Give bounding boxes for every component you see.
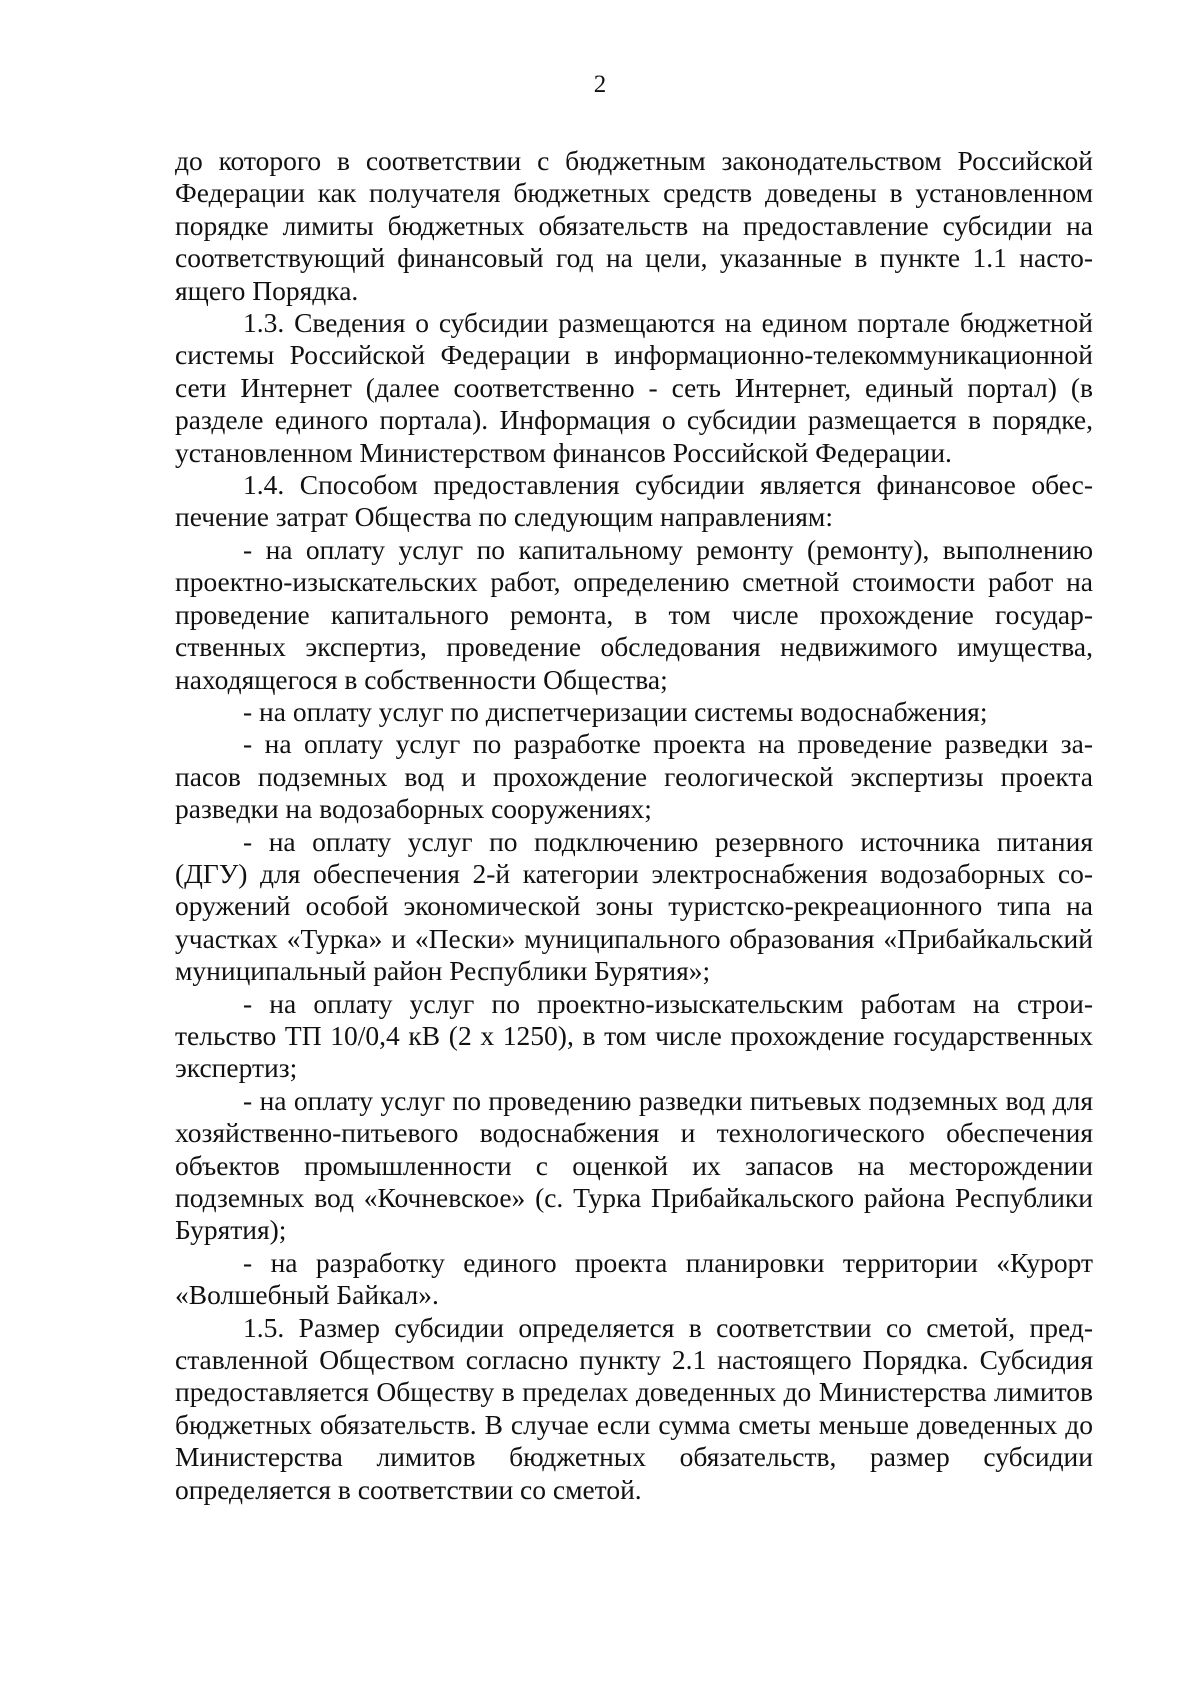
list-item-capital-repair: - на оплату услуг по капитальному ремонту (ремонту), выполнению проектно-изыскательских работ, определению сметной стоимости работ на проведение капитального ремонта, в том числе прохождение государственных экспертиз, проведение обследования недвижимого имущества, находящегося в собственности Общества; bbox=[175, 533, 1093, 695]
list-item-substation-design: - на оплату услуг по проектно-изыскательским работам на строительство ТП 10/0,4 кВ (2 х 1250), в том числе прохождение государственных экспертиз; bbox=[175, 987, 1093, 1084]
paragraph-continuation: до которого в соответствии с бюджетным законодательством Российской Федерации как получателя бюджетных средств доведены в установленном порядке лимиты бюджетных обязательств на предоставление субсидии на соответствующий финансовый год на цели, указанные в пункте 1.1 настоящего Порядка. bbox=[175, 145, 1093, 306]
paragraph-1-3: 1.3. Сведения о субсидии размещаются на едином портале бюджетной системы Российской Федерации в информационно-телекоммуникационной сети Интернет (далее соответственно - сеть Интернет, единый портал) (в разделе единого портала). Информация о субсидии размещается в порядке, установленном Министерством финансов Российской Федерации. bbox=[175, 307, 1093, 468]
paragraph-1-5: 1.5. Размер субсидии определяется в соответствии со сметой, представленной Обществом согласно пункту 2.1 настоящего Порядка. Субсидия предоставляется Обществу в пределах доведенных до Министерства лимитов бюджетных обязательств. В случае если сумма сметы меньше доведенных до Министерства лимитов бюджетных обязательств, размер субсидии определяется в соответствии со сметой. bbox=[175, 1311, 1093, 1505]
list-item-dispatching: - на оплату услуг по диспетчеризации системы водоснабжения; bbox=[243, 695, 988, 727]
list-item-water-exploration: - на оплату услуг по проведению разведки питьевых подземных вод для хозяйственно-питьевого водоснабжения и технологического обеспечения объектов промышленности с оценкой их запасов на месторождении подземных вод «Кочневское» (с. Турка Прибайкальского района Республики Бурятия); bbox=[175, 1084, 1093, 1246]
list-item-backup-power: - на оплату услуг по подключению резервного источника питания (ДГУ) для обеспечения 2-й категории электроснабжения водозаборных сооружений особой экономической зоны туристско-рекреационного типа на участках «Турка» и «Пески» муниципального образования «Прибайкальский муниципальный район Республики Бурятия»; bbox=[175, 825, 1093, 987]
list-item-territory-plan: - на разработку единого проекта планировки территории «Курорт «Волшебный Байкал». bbox=[175, 1246, 1093, 1311]
document-body bbox=[175, 145, 1093, 1506]
list-item-groundwater-project: - на оплату услуг по разработке проекта на проведение разведки запасов подземных вод и прохождение геологической экспертизы проекта разведки на водозаборных сооружениях; bbox=[175, 728, 1093, 825]
page-number: 2 bbox=[593, 71, 607, 98]
paragraph-1-4: 1.4. Способом предоставления субсидии является финансовое обеспечение затрат Общества по следующим направлениям: bbox=[175, 469, 1093, 533]
